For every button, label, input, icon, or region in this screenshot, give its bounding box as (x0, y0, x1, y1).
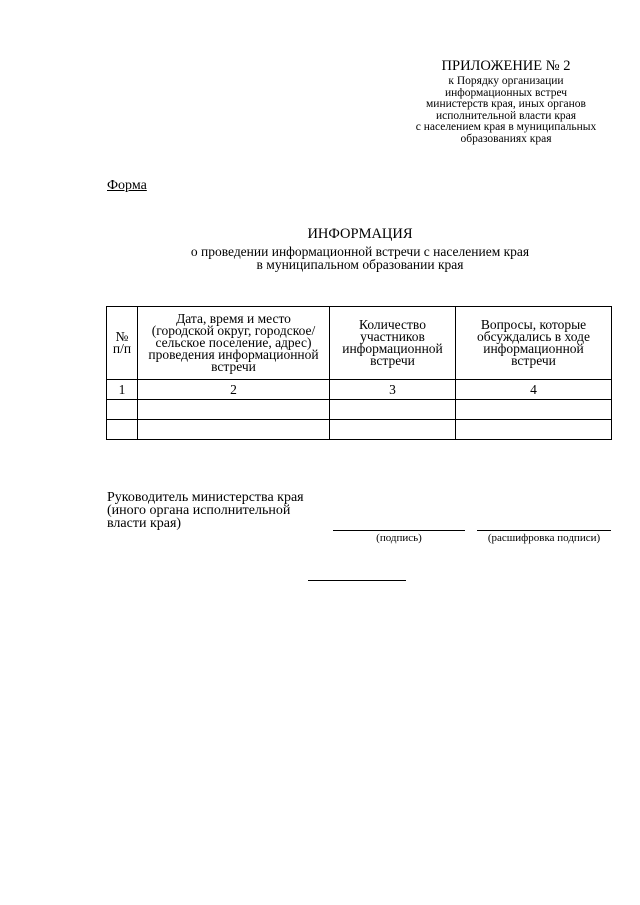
signatory-label (107, 491, 327, 530)
table-cell[interactable] (138, 420, 330, 440)
header-line: встречи (370, 353, 415, 368)
header-line: п/п (112, 341, 132, 356)
table-row (107, 400, 612, 420)
table-row (107, 420, 612, 440)
subtitle-line: о проведении информационной встречи с населением края (190, 244, 530, 259)
header-date-place (138, 307, 330, 380)
table-header-row (107, 307, 612, 380)
table-cell[interactable] (456, 420, 612, 440)
end-divider (308, 580, 406, 581)
header-line: обсуждались в ходе (476, 329, 590, 344)
table-cell[interactable] (330, 400, 456, 420)
signature-decode-line[interactable] (477, 530, 611, 531)
appendix-line: информационных встреч (444, 86, 568, 99)
document-subtitle (0, 245, 640, 271)
header-line: информационной (483, 341, 584, 356)
header-line: Количество (359, 317, 426, 332)
table-cell[interactable] (138, 400, 330, 420)
table-cell[interactable] (456, 400, 612, 420)
appendix-line: образованиях края (460, 132, 552, 145)
header-line: № (115, 329, 129, 344)
header-line: проведения информационной (148, 347, 319, 362)
signature-caption: (подпись) (376, 532, 422, 544)
appendix-line: с населением края в муниципальных (415, 121, 597, 133)
header-participants (330, 307, 456, 380)
table-cell[interactable] (330, 420, 456, 440)
header-line: информационной (342, 341, 443, 356)
header-number (107, 307, 138, 380)
signature-line[interactable] (333, 530, 465, 531)
info-table (106, 306, 612, 440)
header-line: (городской округ, городское/ (151, 323, 316, 338)
signature-decode-caption: (расшифровка подписи) (487, 532, 601, 544)
column-number: 4 (456, 380, 612, 400)
document-title: ИНФОРМАЦИЯ (307, 226, 413, 242)
subtitle-line: в муниципальном образовании края (256, 257, 464, 272)
table-number-row (107, 380, 612, 400)
appendix-line: исполнительной власти края (435, 109, 577, 122)
header-line: Вопросы, которые (480, 317, 587, 332)
signatory-line: (иного органа исполнительной (107, 503, 291, 518)
table-cell[interactable] (107, 400, 138, 420)
signatory-line: власти края) (107, 516, 182, 531)
form-label: Форма (107, 178, 147, 193)
header-line: встречи (511, 353, 556, 368)
signatory-line: Руководитель министерства края (107, 490, 304, 505)
column-number: 2 (138, 380, 330, 400)
appendix-line: министерств края, иных органов (426, 98, 586, 110)
header-line: сельское поселение, адрес) (155, 335, 312, 350)
appendix-title: ПРИЛОЖЕНИЕ № 2 (441, 58, 571, 74)
appendix-line: к Порядку организации (448, 75, 564, 87)
header-line: участников (360, 329, 425, 344)
header-questions (456, 307, 612, 380)
header-line: Дата, время и место (176, 311, 291, 326)
appendix-header (400, 58, 612, 145)
column-number: 3 (330, 380, 456, 400)
header-line: встречи (211, 359, 256, 374)
table-cell[interactable] (107, 420, 138, 440)
column-number: 1 (107, 380, 138, 400)
